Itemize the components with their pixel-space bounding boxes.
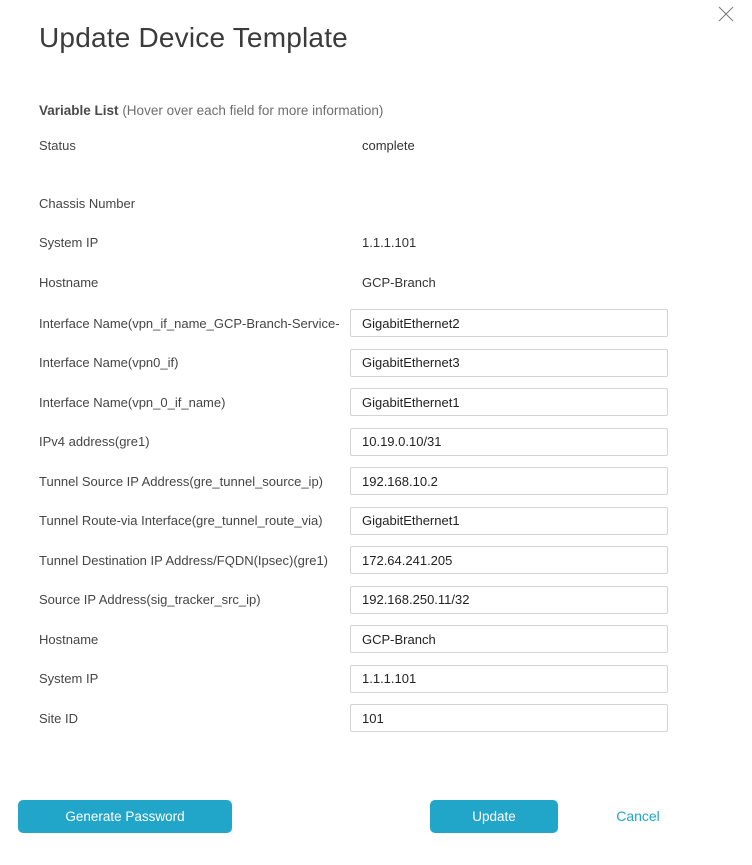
field-row-site-id [39, 704, 668, 732]
field-row-tunnel-route-via [39, 507, 668, 535]
field-row-interface-name-vpn-0-if-name [39, 388, 668, 416]
interface-name-vpn0-if-input[interactable] [350, 349, 668, 377]
readonly-row-system-ip [39, 233, 668, 251]
close-icon[interactable] [717, 5, 735, 23]
field-label: System IP [39, 234, 99, 250]
tunnel-route-via-input[interactable] [350, 507, 668, 535]
hostname-input[interactable] [350, 625, 668, 653]
field-label: Interface Name(vpn0_if) [39, 355, 179, 370]
field-row-ipv4-address-gre1 [39, 428, 668, 456]
field-label: System IP [39, 671, 99, 686]
tunnel-source-ip-input[interactable] [350, 467, 668, 495]
field-label: Status [39, 137, 76, 153]
interface-name-vpn-0-if-name-input[interactable] [350, 388, 668, 416]
field-row-interface-name-service-vpn [39, 309, 668, 337]
dialog-footer [0, 800, 752, 833]
field-label: Hostname [39, 631, 99, 647]
ipv4-address-gre1-input[interactable] [350, 428, 668, 456]
field-row-interface-name-vpn0-if [39, 349, 668, 377]
field-row-system-ip [39, 665, 668, 693]
generate-password-button[interactable]: Generate Password [18, 800, 232, 833]
variable-list-header [39, 102, 752, 119]
variable-list-hint: (Hover over each field for more information) [122, 103, 384, 118]
field-label: Tunnel Source IP Address(gre_tunnel_source_ip) [39, 473, 324, 489]
field-label: Interface Name(vpn_if_name_GCP-Branch-Service- [39, 315, 340, 331]
cancel-button[interactable]: Cancel [605, 800, 671, 833]
field-label: Chassis Number [39, 195, 136, 211]
field-label: Site ID [39, 710, 79, 726]
variable-list-heading: Variable List [39, 103, 119, 118]
field-label: Source IP Address(sig_tracker_src_ip) [39, 592, 261, 607]
site-id-input[interactable] [350, 704, 668, 732]
field-row-sig-tracker-src-ip [39, 586, 668, 614]
field-label: Tunnel Route-via Interface(gre_tunnel_route_via) [39, 513, 323, 528]
readonly-row-hostname [39, 273, 668, 291]
field-label: IPv4 address(gre1) [39, 434, 150, 449]
system-ip-value: 1.1.1.101 [362, 234, 417, 250]
readonly-row-chassis-number [39, 194, 668, 212]
hostname-value: GCP-Branch [362, 274, 436, 290]
interface-name-service-vpn-input[interactable] [350, 309, 668, 337]
field-row-tunnel-source-ip [39, 467, 668, 495]
readonly-row-status [39, 136, 668, 154]
field-label: Tunnel Destination IP Address/FQDN(Ipsec)(gre1) [39, 552, 329, 568]
system-ip-input[interactable] [350, 665, 668, 693]
variable-list [39, 136, 752, 732]
field-row-tunnel-destination [39, 546, 668, 574]
field-row-hostname [39, 625, 668, 653]
field-label: Hostname [39, 274, 99, 290]
tunnel-destination-input[interactable] [350, 546, 668, 574]
sig-tracker-src-ip-input[interactable] [350, 586, 668, 614]
close-icon-glyph [717, 5, 735, 23]
update-button[interactable]: Update [430, 800, 558, 833]
page-title: Update Device Template [39, 22, 348, 53]
status-value: complete [362, 137, 415, 153]
field-label: Interface Name(vpn_0_if_name) [39, 394, 226, 410]
